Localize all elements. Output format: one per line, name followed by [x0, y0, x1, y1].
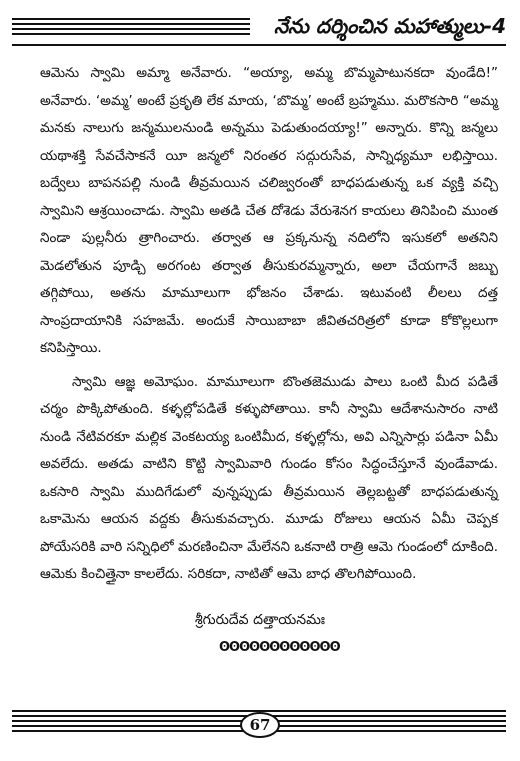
page-footer — [12, 700, 506, 740]
book-title: నేను దర్శించిన మహాత్ములు-4 — [273, 14, 506, 38]
closing-salutation: శ్రీగురుదేవ దత్తాయనమః — [194, 612, 326, 628]
header-line — [12, 23, 250, 25]
header-line — [12, 28, 250, 30]
paragraph-1: ఆమెను స్వామి అమ్మా అనేవారు. “అయ్యా, అమ్మ బొమ్మపాటునకదా వుండేది!” అనేవారు. ‘అమ్మ’ అంటే ప్రకృతి లేక మాయ, ‘బొమ్మ’ అంటే బ్రహ్మము. మరొకసారి “అమ్మ మనకు నాలుగు జన్మములనుండి అన్నము పెడుతుందయ్యా!” అన్నారు. కొన్ని జన్మలు యథాశక్తి సేవచేసాకనే యీ జన్మలో నిరంతర సద్గురుసేవ, సాన్నిధ్యమూ లభిస్తాయి. బద్వేలు బాపనపల్లి నుండి తీవ్రమయిన చలిజ్వరంతో బాధపడుతున్న ఒక వ్యక్తి వచ్చి స్వామిని ఆశ్రయించాడు. స్వామి అతడి చేత దోశెడు వేరుశెనగ కాయలు తినిపించి ముంత నిండా పుల్లనీరు త్రాగించారు. తర్వాత ఆ ప్రక్కనున్న నదిలోని ఇసుకలో అతనిని మెడలోతున పూడ్చి అరగంట తర్వాత తీసుకురమ్మన్నారు, అలా చేయగానే జబ్బు తగ్గిపోయి, అతను మామూలుగా భోజనం చేశాడు. ఇటువంటి లీలలు దత్త సాంప్రదాయానికి సహజమే. అందుకే సాయిబాబా జీవితచరిత్రలో కూడా కోకొల్లలుగా కనిపిస్తాయి. — [40, 65, 498, 356]
paragraph-2: స్వామి ఆజ్ఞ అమోఘం. మామూలుగా బొంతజెముడు పాలు ఒంటి మీద పడితే చర్మం పొక్కిపోతుంది. కళ్ళల్లోపడితే కళ్ళుపోతాయి. కానీ స్వామి ఆదేశానుసారం నాటి నుండి నేటివరకూ మల్లిక వెంకటయ్య ఒంటిమీద, కళ్ళల్లోను, అవి ఎన్నిసార్లు పడినా ఏమీ అవలేదు. అతడు వాటిని కొట్టి స్వామివారి గుండం కోసం సిద్ధంచేస్తూనే వుండేవాడు. ఒకసారి స్వామి ముదిగేడులో వున్నప్పుడు తీవ్రమయిన తెల్లబట్టతో బాధపడుతున్న ఒకామెను ఆయన వద్దకు తీసుకువచ్చారు. మూడు రోజులు ఆయన ఏమీ చెప్పక పోయేసరికి వారి సన్నిధిలో మరణించినా మేలేనని ఒకనాటి రాత్రి ఆమె గుండంలో దూకింది. ఆమెకు కించిత్తైనా కాలలేదు. సరికదా, నాటితో ఆమె బాధ తొలగిపోయింది. — [40, 373, 498, 582]
running-header — [12, 10, 506, 46]
header-line — [12, 18, 250, 20]
page-number: 67 — [240, 712, 280, 738]
header-rule-lines — [12, 18, 250, 38]
header-underline — [12, 44, 506, 46]
body-text — [40, 60, 498, 589]
header-line — [12, 33, 250, 35]
ornament-divider: ʘʘʘʘʘʘʘʘʘʘʘʘ — [219, 640, 340, 655]
